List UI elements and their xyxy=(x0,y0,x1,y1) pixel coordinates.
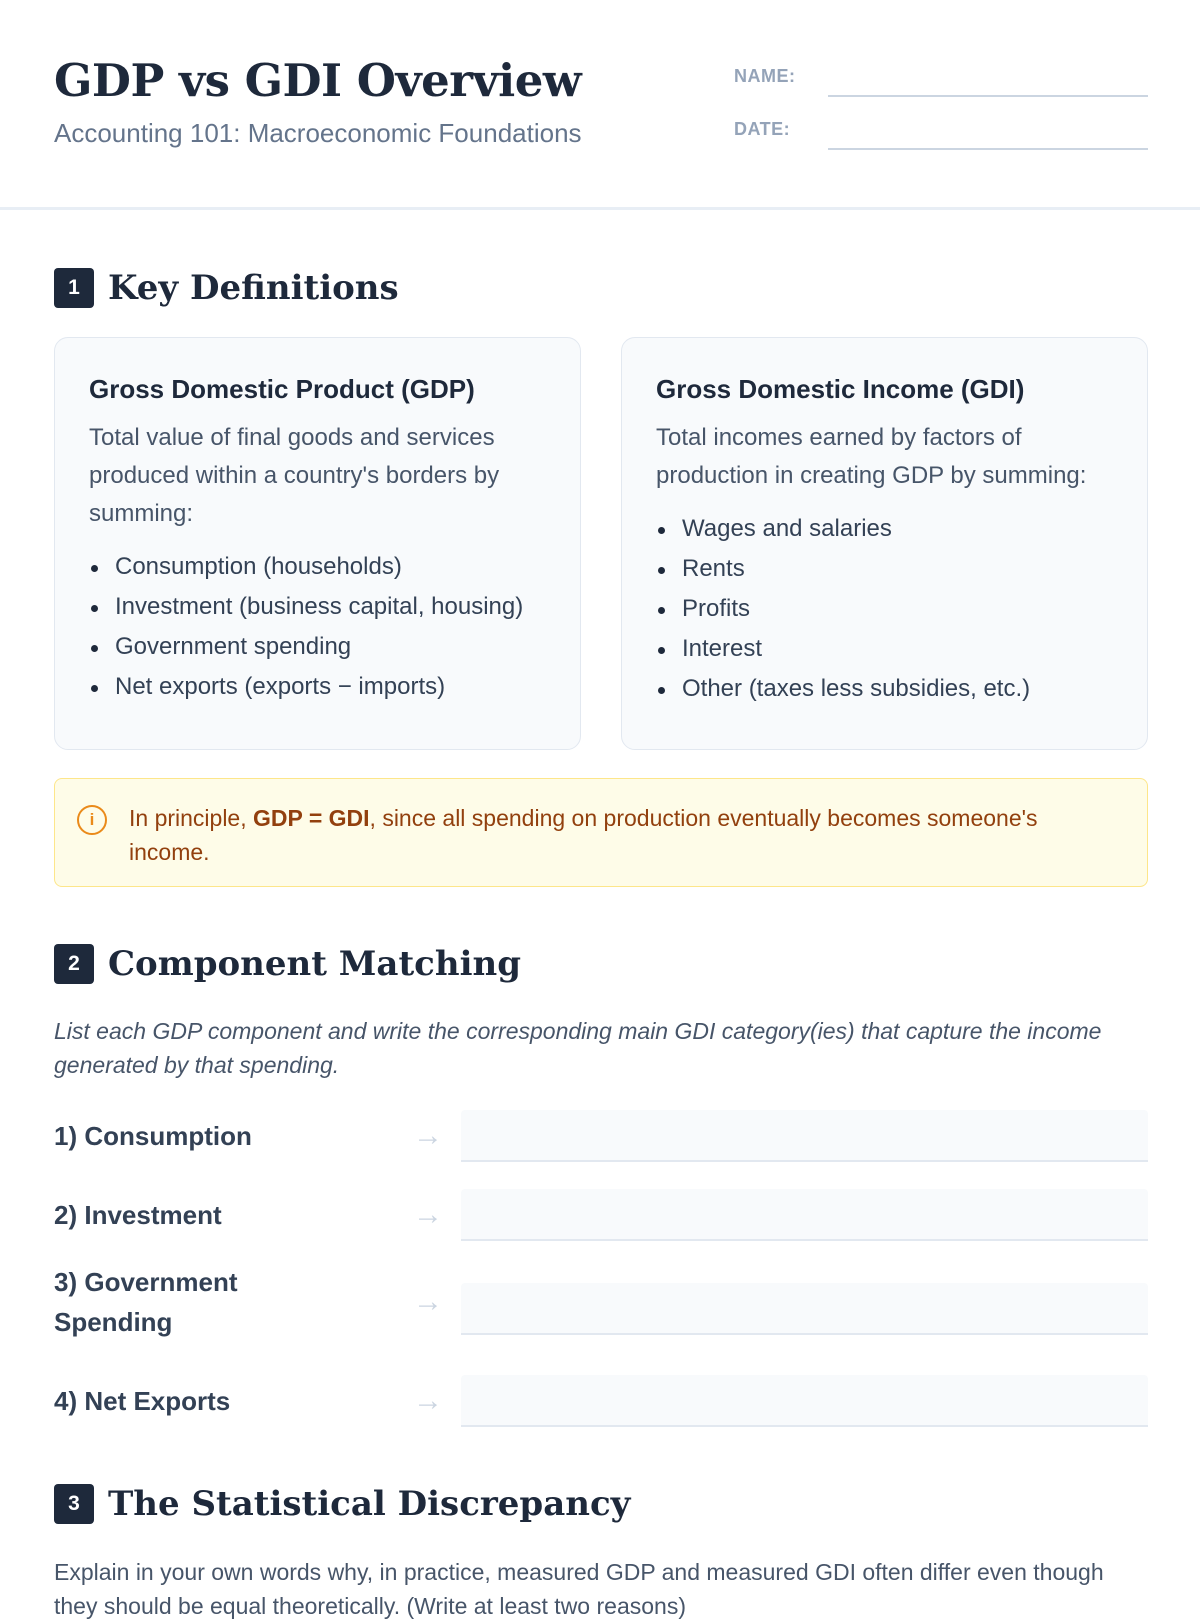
gdi-definition-card xyxy=(621,337,1148,750)
section-title: Component Matching xyxy=(108,944,521,984)
list-item: Government spending xyxy=(89,627,546,667)
match-label: 3) Government Spending xyxy=(54,1267,238,1337)
arrow-right-icon: → xyxy=(413,1384,443,1417)
gdp-definition-card xyxy=(54,337,581,750)
card-description: Total value of final goods and services produced within a country's borders by summing: xyxy=(89,424,500,527)
date-field[interactable] xyxy=(828,122,1148,150)
match-row-net-exports xyxy=(54,1375,1148,1427)
list-item: Other (taxes less subsidies, etc.) xyxy=(656,669,1113,709)
list-item: Wages and salaries xyxy=(656,509,1113,549)
info-icon: i xyxy=(77,805,107,835)
section-title: The Statistical Discrepancy xyxy=(108,1484,631,1524)
match-row-government-spending xyxy=(54,1262,1148,1342)
arrow-right-icon: → xyxy=(413,1119,443,1152)
card-heading: Gross Domestic Income (GDI) xyxy=(656,374,1025,404)
match-label: 4) Net Exports xyxy=(54,1386,231,1416)
matching-instructions: List each GDP component and write the corresponding main GDI category(ies) that capture the income generated by that spending. xyxy=(54,1018,1102,1078)
section-2-heading xyxy=(54,944,521,984)
section-1-heading xyxy=(54,268,399,308)
section-number: 1 xyxy=(54,268,94,308)
gdp-component-list xyxy=(89,547,546,707)
answer-field[interactable] xyxy=(461,1283,1148,1335)
list-item: Net exports (exports − imports) xyxy=(89,667,546,707)
page-subtitle: Accounting 101: Macroeconomic Foundations xyxy=(54,118,582,148)
name-field[interactable] xyxy=(828,69,1148,97)
worksheet-header xyxy=(0,0,1200,210)
match-row-investment xyxy=(54,1189,1148,1241)
list-item: Consumption (households) xyxy=(89,547,546,587)
arrow-right-icon: → xyxy=(413,1198,443,1231)
list-item: Profits xyxy=(656,589,1113,629)
callout-text-bold: GDP = GDI xyxy=(253,805,370,831)
section-title: Key Definitions xyxy=(108,268,399,308)
date-label: DATE: xyxy=(734,119,791,139)
callout-text-after: , since all spending on production eventually becomes someone's income. xyxy=(129,805,1038,865)
section-number: 3 xyxy=(54,1484,94,1524)
card-description: Total incomes earned by factors of production in creating GDP by summing: xyxy=(656,424,1087,489)
arrow-right-icon: → xyxy=(413,1285,443,1318)
page-title: GDP vs GDI Overview xyxy=(54,54,582,107)
principle-callout xyxy=(54,778,1148,887)
match-row-consumption xyxy=(54,1110,1148,1162)
card-heading: Gross Domestic Product (GDP) xyxy=(89,374,475,404)
name-label: NAME: xyxy=(734,66,796,86)
list-item: Rents xyxy=(656,549,1113,589)
section-number: 2 xyxy=(54,944,94,984)
discrepancy-prompt: Explain in your own words why, in practice, measured GDP and measured GDI often differ even though they should be equal theoretically. (Write at least two reasons) xyxy=(54,1559,1104,1619)
match-label: 2) Investment xyxy=(54,1200,222,1230)
callout-text-before: In principle, xyxy=(129,805,254,831)
list-item: Investment (business capital, housing) xyxy=(89,587,546,627)
list-item: Interest xyxy=(656,629,1113,669)
gdi-component-list xyxy=(656,509,1113,709)
answer-field[interactable] xyxy=(461,1189,1148,1241)
answer-field[interactable] xyxy=(461,1110,1148,1162)
section-3-heading xyxy=(54,1484,630,1524)
match-label: 1) Consumption xyxy=(54,1121,252,1151)
answer-field[interactable] xyxy=(461,1375,1148,1427)
